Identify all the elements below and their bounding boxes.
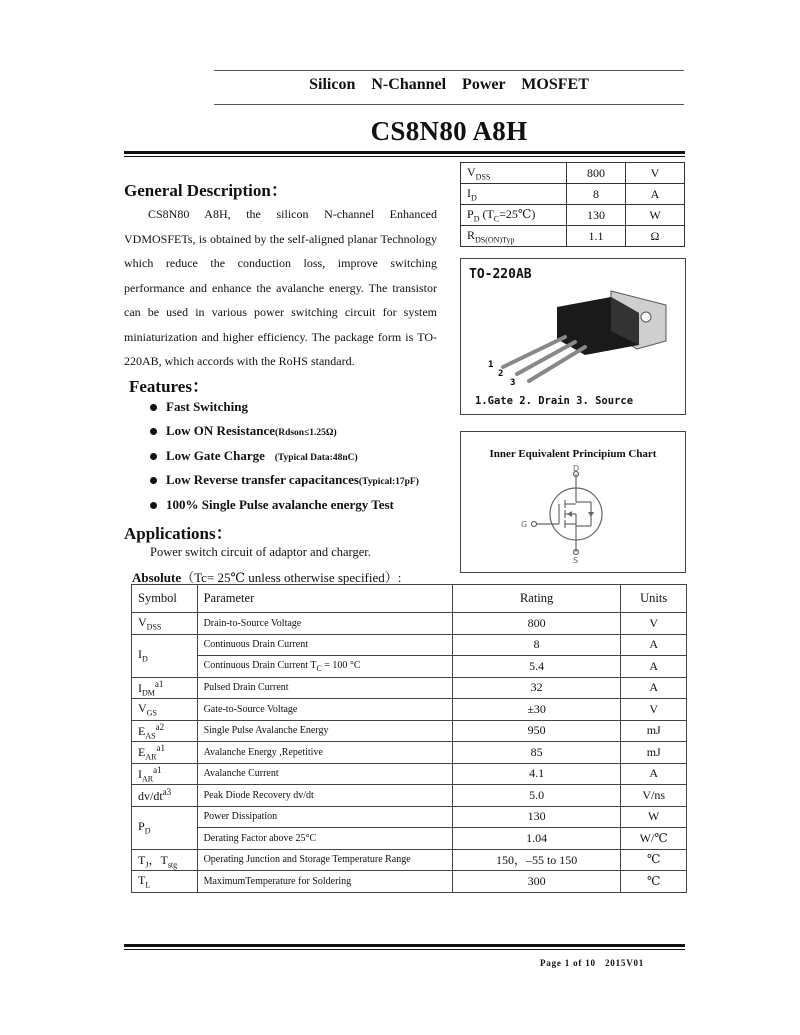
header-symbol: Symbol — [132, 585, 198, 613]
equivalent-chart-title: Inner Equivalent Principium Chart — [489, 448, 657, 460]
gate-label: G — [521, 520, 528, 529]
row-parameter: Operating Junction and Storage Temperature Range — [197, 849, 452, 871]
row-parameter: Power Dissipation — [197, 806, 452, 828]
spec-symbol: $P_D$ $(T_C=25℃)$ — [461, 205, 567, 226]
general-description-text — [124, 202, 437, 374]
general-description-paragraph: CS8N80 A8H, the silicon N-channel Enhanced VDMOSFETs, is obtained by the self-aligned planar Technology which reduce the conduction loss, improve switching performance and enhance the avalanche energy. The transistor can be used in various power switching circuit for system miniaturization and higher efficiency. The package form is TO-220AB, which accords with the RoHS standard. — [124, 207, 437, 368]
spec-unit: A — [626, 184, 685, 205]
bullet-icon — [150, 453, 157, 460]
row-rating: 300 — [452, 871, 621, 893]
feature-item: Low Gate Charge (Typical Data:48nC) — [150, 448, 358, 464]
row-unit: W — [621, 806, 687, 828]
spec-row-id — [461, 184, 685, 205]
row-rating: 4.1 — [452, 763, 621, 785]
row-symbol: $E_{AR}^{a1}$ — [132, 742, 198, 764]
table-row — [132, 634, 687, 656]
spec-row-rdson — [461, 226, 685, 247]
spec-unit: W — [626, 205, 685, 226]
row-unit: mJ — [621, 742, 687, 764]
row-rating: 130 — [452, 806, 621, 828]
header-rule-top — [214, 70, 684, 71]
feature-item: Fast Switching — [150, 399, 248, 415]
row-symbol: $I_{DM}^{a1}$ — [132, 677, 198, 699]
source-label: S — [573, 556, 579, 564]
package-title: TO-220AB — [469, 267, 532, 282]
row-rating: 32 — [452, 677, 621, 699]
page-title: CS8N80 A8H — [370, 116, 528, 146]
absolute-ratings-heading: Absolute（Tc= 25℃ unless otherwise specified）: — [132, 570, 402, 585]
general-description-heading: General Description： — [124, 181, 288, 200]
table-row — [132, 699, 687, 721]
applications-heading: Applications： — [124, 524, 233, 543]
bullet-icon — [150, 477, 157, 484]
row-symbol: $T_L$ — [132, 871, 198, 893]
spec-symbol: $V_{DSS}$ — [461, 163, 567, 184]
row-symbol: $V_{GS}$ — [132, 699, 198, 721]
table-row — [132, 677, 687, 699]
row-parameter: Avalanche Energy ,Repetitive — [197, 742, 452, 764]
row-parameter: Peak Diode Recovery dv/dt — [197, 785, 452, 807]
row-symbol: $I_D$ — [132, 634, 198, 677]
table-row — [132, 871, 687, 893]
to220-package-icon — [461, 279, 685, 394]
feature-item: Low ON Resistance(Rdson≤1.25Ω) — [150, 423, 337, 439]
row-rating: 5.0 — [452, 785, 621, 807]
row-unit: ℃ — [621, 871, 687, 893]
mosfet-symbol-icon — [461, 464, 685, 564]
row-parameter: Continuous Drain Current $T_C = 100$ °C — [197, 656, 452, 678]
table-row — [132, 613, 687, 635]
spec-value: 130 — [567, 205, 626, 226]
row-rating: ±30 — [452, 699, 621, 721]
row-unit: V/ns — [621, 785, 687, 807]
features-heading: Features： — [129, 377, 209, 396]
row-parameter: Avalanche Current — [197, 763, 452, 785]
footer-rule-thin — [124, 949, 685, 950]
table-row — [132, 656, 687, 678]
header-units: Units — [621, 585, 687, 613]
title-rule-thin — [124, 156, 685, 157]
spec-row-pd — [461, 205, 685, 226]
row-unit: mJ — [621, 720, 687, 742]
table-row — [132, 785, 687, 807]
row-parameter: Gate-to-Source Voltage — [197, 699, 452, 721]
row-symbol: $E_{AS}^{a2}$ — [132, 720, 198, 742]
absolute-ratings-table — [131, 584, 687, 893]
row-rating: 150，–55 to 150 — [452, 849, 621, 871]
spec-unit: Ω — [626, 226, 685, 247]
spec-symbol: $R_{DS(ON)Typ}$ — [461, 226, 567, 247]
pin-label-3: 3 — [510, 378, 516, 388]
header-rule-mid — [214, 104, 684, 105]
row-unit: ℃ — [621, 849, 687, 871]
spec-value: 800 — [567, 163, 626, 184]
equivalent-chart-box — [460, 431, 686, 573]
bullet-icon — [150, 428, 157, 435]
row-rating: 950 — [452, 720, 621, 742]
pin-label-2: 2 — [498, 369, 504, 379]
row-symbol: $V_{DSS}$ — [132, 613, 198, 635]
package-pin-caption: 1.Gate 2. Drain 3. Source — [475, 395, 634, 407]
title-rule-thick — [124, 151, 685, 154]
row-unit: V — [621, 699, 687, 721]
drain-label: D — [573, 464, 580, 473]
row-symbol: $T_J$，$T_{stg}$ — [132, 849, 198, 871]
spec-value: 8 — [567, 184, 626, 205]
row-rating: 8 — [452, 634, 621, 656]
table-row — [132, 763, 687, 785]
feature-item: 100% Single Pulse avalanche energy Test — [150, 497, 394, 513]
row-rating: 800 — [452, 613, 621, 635]
row-parameter: Derating Factor above 25°C — [197, 828, 452, 850]
header-parameter: Parameter — [197, 585, 452, 613]
row-unit: A — [621, 763, 687, 785]
row-rating: 85 — [452, 742, 621, 764]
table-row — [132, 849, 687, 871]
bullet-icon — [150, 502, 157, 509]
pin-label-1: 1 — [488, 360, 494, 370]
row-unit: A — [621, 677, 687, 699]
header-rating: Rating — [452, 585, 621, 613]
spec-unit: V — [626, 163, 685, 184]
row-rating: 1.04 — [452, 828, 621, 850]
page-footer: Page 1 of 10 2015V01 — [540, 958, 645, 968]
row-symbol: $P_D$ — [132, 806, 198, 849]
row-parameter: Continuous Drain Current — [197, 634, 452, 656]
row-rating: 5.4 — [452, 656, 621, 678]
row-parameter: Single Pulse Avalanche Energy — [197, 720, 452, 742]
row-parameter: Pulsed Drain Current — [197, 677, 452, 699]
row-parameter: Drain-to-Source Voltage — [197, 613, 452, 635]
key-spec-table — [460, 162, 685, 247]
package-box — [460, 258, 686, 415]
table-header-row — [132, 585, 687, 613]
footer-rule-thick — [124, 944, 685, 947]
spec-symbol: $I_D$ — [461, 184, 567, 205]
row-unit: A — [621, 634, 687, 656]
header-subtitle: Silicon N-Channel Power MOSFET — [309, 76, 589, 93]
row-unit: A — [621, 656, 687, 678]
spec-value: 1.1 — [567, 226, 626, 247]
applications-text: Power switch circuit of adaptor and charger. — [150, 545, 371, 559]
row-parameter: MaximumTemperature for Soldering — [197, 871, 452, 893]
table-row — [132, 720, 687, 742]
row-symbol: $I_{AR}^{a1}$ — [132, 763, 198, 785]
bullet-icon — [150, 404, 157, 411]
table-row — [132, 742, 687, 764]
row-unit: W/℃ — [621, 828, 687, 850]
row-symbol: $dv/dt^{a3}$ — [132, 785, 198, 807]
table-row — [132, 828, 687, 850]
feature-item: Low Reverse transfer capacitances(Typical:17pF) — [150, 472, 419, 488]
table-row — [132, 806, 687, 828]
spec-row-vdss — [461, 163, 685, 184]
row-unit: V — [621, 613, 687, 635]
